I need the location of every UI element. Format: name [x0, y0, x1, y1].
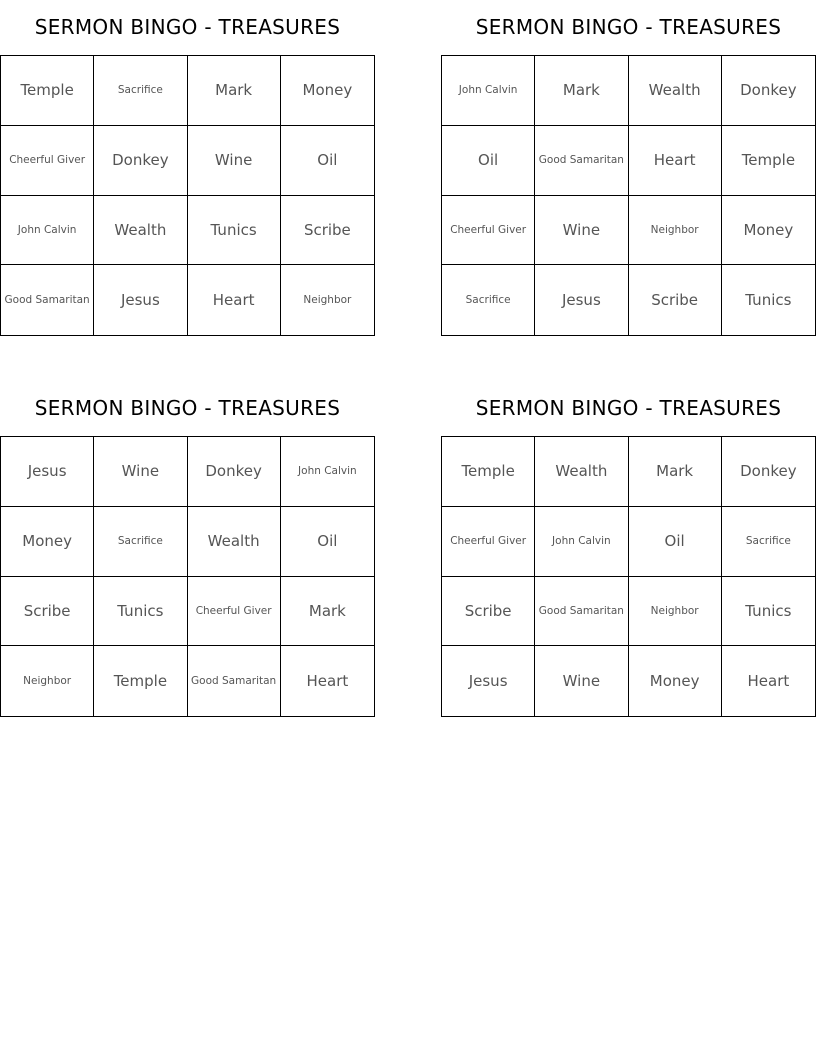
- bingo-cell: Wealth: [535, 437, 628, 507]
- bingo-cell: Money: [629, 646, 722, 716]
- bingo-cell: John Calvin: [1, 196, 94, 266]
- bingo-card-title: SERMON BINGO - TREASURES: [475, 15, 782, 39]
- bingo-cell: Sacrifice: [94, 507, 187, 577]
- bingo-cell: John Calvin: [535, 507, 628, 577]
- bingo-cell: Cheerful Giver: [188, 577, 281, 647]
- bingo-card-title: SERMON BINGO - TREASURES: [34, 396, 341, 420]
- bingo-cell: Scribe: [1, 577, 94, 647]
- bingo-card-title: SERMON BINGO - TREASURES: [34, 15, 341, 39]
- bingo-cell: Tunics: [188, 196, 281, 266]
- bingo-card-title: SERMON BINGO - TREASURES: [475, 396, 782, 420]
- bingo-cell: Jesus: [1, 437, 94, 507]
- bingo-cell: Scribe: [281, 196, 374, 266]
- bingo-cell: Heart: [188, 265, 281, 335]
- bingo-cell: Cheerful Giver: [1, 126, 94, 196]
- bingo-cell: Money: [722, 196, 815, 266]
- bingo-cell: Donkey: [94, 126, 187, 196]
- bingo-cell: Wine: [94, 437, 187, 507]
- bingo-cell: Tunics: [722, 577, 815, 647]
- bingo-cell: Neighbor: [629, 196, 722, 266]
- bingo-cell: Wine: [188, 126, 281, 196]
- bingo-grid: [0, 55, 375, 336]
- bingo-cell: Donkey: [188, 437, 281, 507]
- bingo-cell: Money: [281, 56, 374, 126]
- bingo-cell: Oil: [281, 507, 374, 577]
- bingo-cell: Heart: [629, 126, 722, 196]
- bingo-cell: Jesus: [94, 265, 187, 335]
- bingo-cell: Cheerful Giver: [442, 196, 535, 266]
- bingo-cell: Wealth: [188, 507, 281, 577]
- bingo-cell: Temple: [1, 56, 94, 126]
- bingo-cell: Tunics: [94, 577, 187, 647]
- bingo-cell: Wealth: [94, 196, 187, 266]
- bingo-cell: Good Samaritan: [535, 126, 628, 196]
- bingo-grid: [441, 436, 816, 717]
- bingo-cell: Wine: [535, 646, 628, 716]
- bingo-cell: Scribe: [442, 577, 535, 647]
- bingo-cell: Donkey: [722, 56, 815, 126]
- bingo-cell: Scribe: [629, 265, 722, 335]
- bingo-cell: Good Samaritan: [535, 577, 628, 647]
- bingo-cell: Wine: [535, 196, 628, 266]
- bingo-cell: Neighbor: [629, 577, 722, 647]
- bingo-cell: Sacrifice: [94, 56, 187, 126]
- bingo-cell: Tunics: [745, 291, 792, 310]
- bingo-cell: Heart: [747, 672, 790, 691]
- bingo-cell: Good Samaritan: [188, 646, 281, 716]
- bingo-cell: Oil: [281, 126, 374, 196]
- bingo-cell: Mark: [281, 577, 374, 647]
- bingo-cell: Good Samaritan: [1, 265, 94, 335]
- bingo-cell: Mark: [629, 437, 722, 507]
- bingo-cell: Temple: [442, 437, 535, 507]
- bingo-cell: Jesus: [535, 265, 628, 335]
- bingo-cell: Mark: [535, 56, 628, 126]
- bingo-cell: John Calvin: [442, 56, 535, 126]
- bingo-grid: [0, 436, 375, 717]
- bingo-grid: [441, 55, 816, 336]
- bingo-cell: Sacrifice: [722, 507, 815, 577]
- bingo-cell: Cheerful Giver: [442, 507, 535, 577]
- bingo-cell: Money: [1, 507, 94, 577]
- bingo-cell: John Calvin: [281, 437, 374, 507]
- bingo-cell: Neighbor: [1, 646, 94, 716]
- bingo-cell: Mark: [188, 56, 281, 126]
- bingo-cell: Neighbor: [303, 294, 352, 307]
- bingo-cell: Heart: [306, 672, 349, 691]
- bingo-cell: Jesus: [442, 646, 535, 716]
- bingo-cell: Oil: [629, 507, 722, 577]
- bingo-cell: Sacrifice: [442, 265, 535, 335]
- bingo-cell: Temple: [722, 126, 815, 196]
- bingo-cell: Temple: [94, 646, 187, 716]
- bingo-cell: Donkey: [722, 437, 815, 507]
- bingo-cell: Oil: [442, 126, 535, 196]
- bingo-cell: Wealth: [629, 56, 722, 126]
